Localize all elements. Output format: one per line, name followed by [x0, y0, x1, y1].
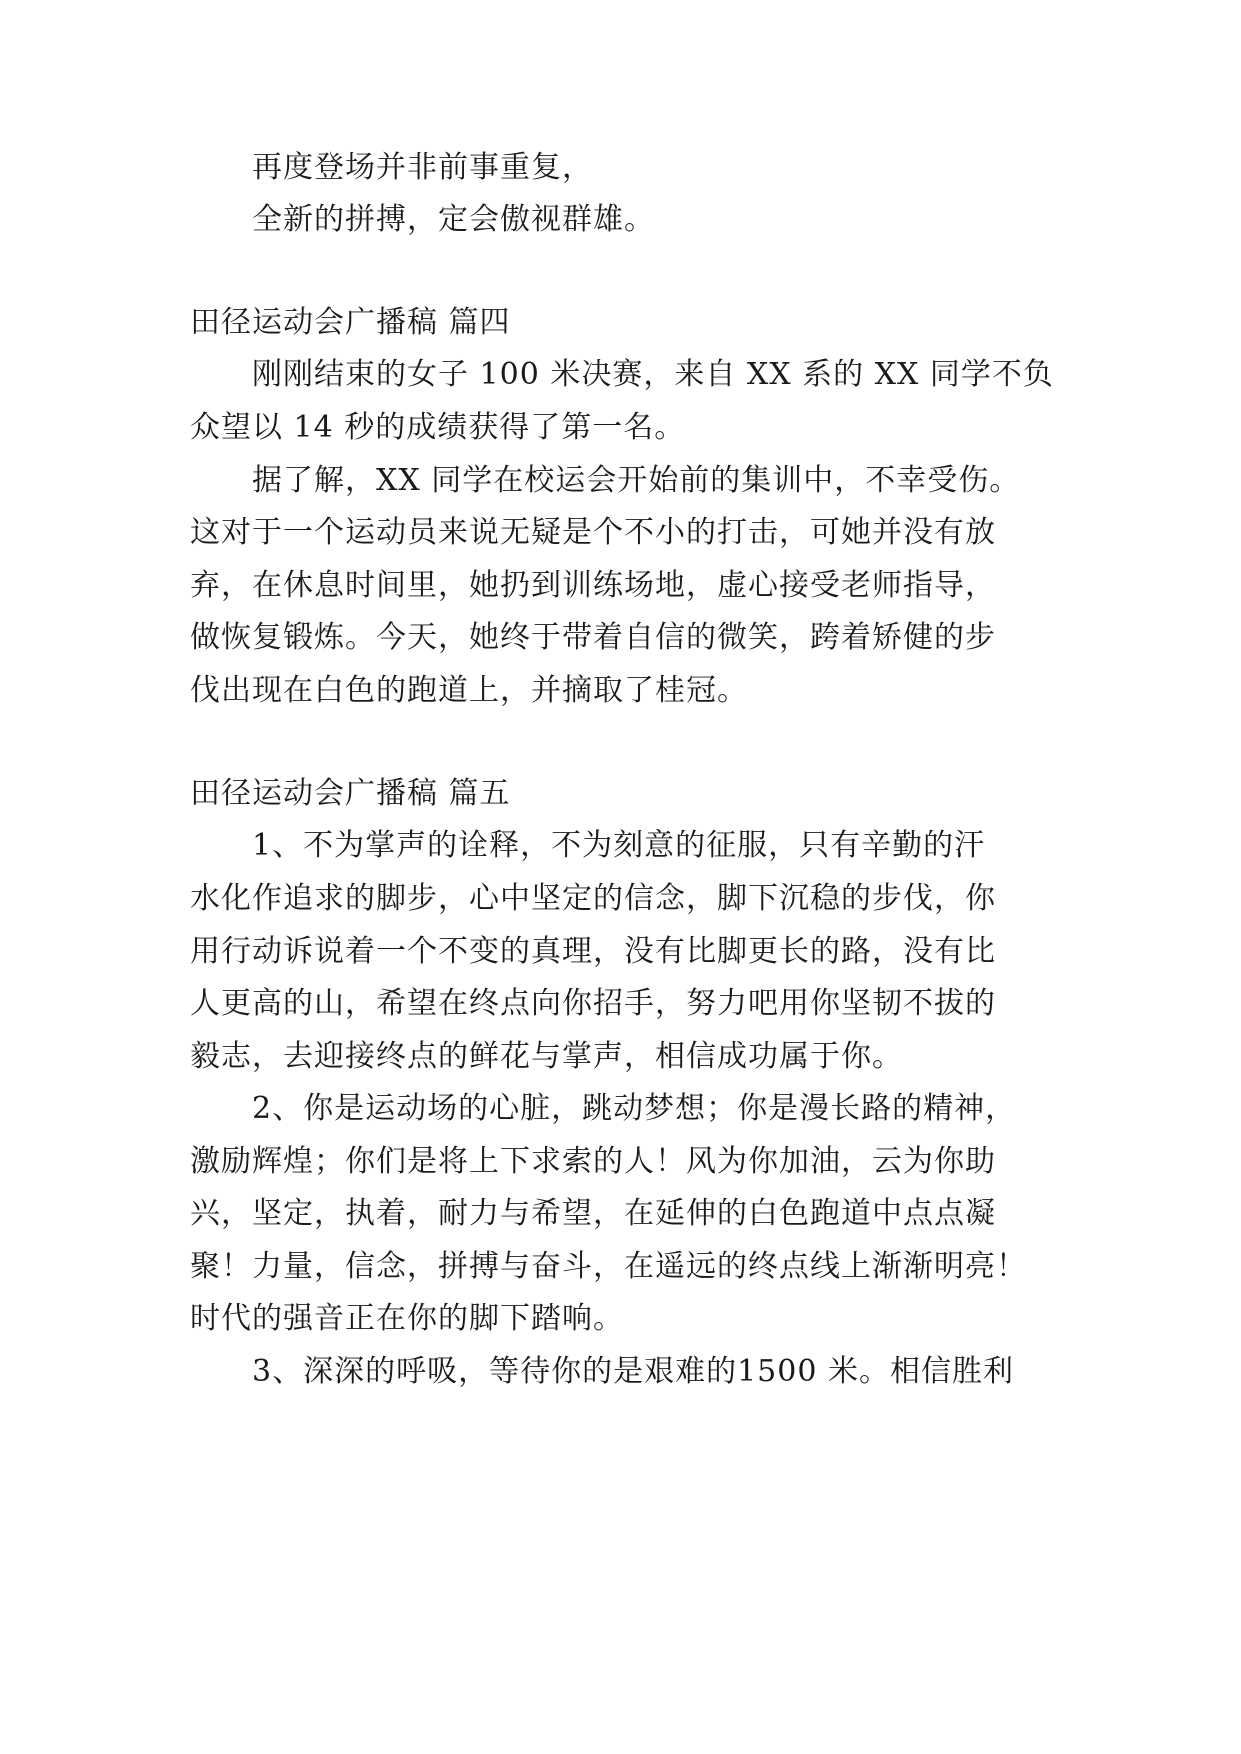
section5-line-7: 激励辉煌；你们是将上下求索的人！风为你加油，云为你助 — [190, 1144, 996, 1179]
section4-line-7: 伐出现在白色的跑道上，并摘取了桂冠。 — [190, 673, 748, 708]
section4-line-3: 据了解，XX 同学在校运会开始前的集训中，不幸受伤。 — [252, 463, 1021, 498]
intro-line-2: 全新的拼搏，定会傲视群雄。 — [252, 202, 655, 237]
section4-heading: 田径运动会广播稿 篇四 — [190, 305, 511, 340]
section4-line-1: 刚刚结束的女子 100 米决赛，来自 XX 系的 XX 同学不负 — [252, 357, 1054, 392]
section5-line-9: 聚！力量，信念，拼搏与奋斗，在遥远的终点线上渐渐明亮！ — [190, 1249, 1027, 1284]
section5-line-3: 用行动诉说着一个不变的真理，没有比脚更长的路，没有比 — [190, 934, 996, 969]
section4-line-2: 众望以 14 秒的成绩获得了第一名。 — [190, 410, 686, 445]
section5-line-4: 人更高的山，希望在终点向你招手，努力吧用你坚韧不拔的 — [190, 986, 996, 1021]
section4-line-5: 弃，在休息时间里，她扔到训练场地，虚心接受老师指导， — [190, 568, 996, 603]
section5-line-11: 3、深深的呼吸，等待你的是艰难的1500 米。相信胜利 — [252, 1354, 1014, 1389]
section5-line-1: 1、不为掌声的诠释，不为刻意的征服，只有辛勤的汗 — [252, 828, 986, 863]
section4-line-6: 做恢复锻炼。今天，她终于带着自信的微笑，跨着矫健的步 — [190, 620, 996, 655]
section5-line-2: 水化作追求的脚步，心中坚定的信念，脚下沉稳的步伐，你 — [190, 881, 996, 916]
section5-heading: 田径运动会广播稿 篇五 — [190, 776, 511, 811]
section4-line-4: 这对于一个运动员来说无疑是个不小的打击，可她并没有放 — [190, 515, 996, 550]
section5-line-6: 2、你是运动场的心脏，跳动梦想；你是漫长路的精神， — [252, 1091, 1017, 1126]
section5-line-8: 兴，坚定，执着，耐力与希望，在延伸的白色跑道中点点凝 — [190, 1196, 996, 1231]
intro-line-1: 再度登场并非前事重复， — [252, 150, 593, 185]
section5-line-5: 毅志，去迎接终点的鲜花与掌声，相信成功属于你。 — [190, 1039, 903, 1074]
section5-line-10: 时代的强音正在你的脚下踏响。 — [190, 1301, 624, 1336]
